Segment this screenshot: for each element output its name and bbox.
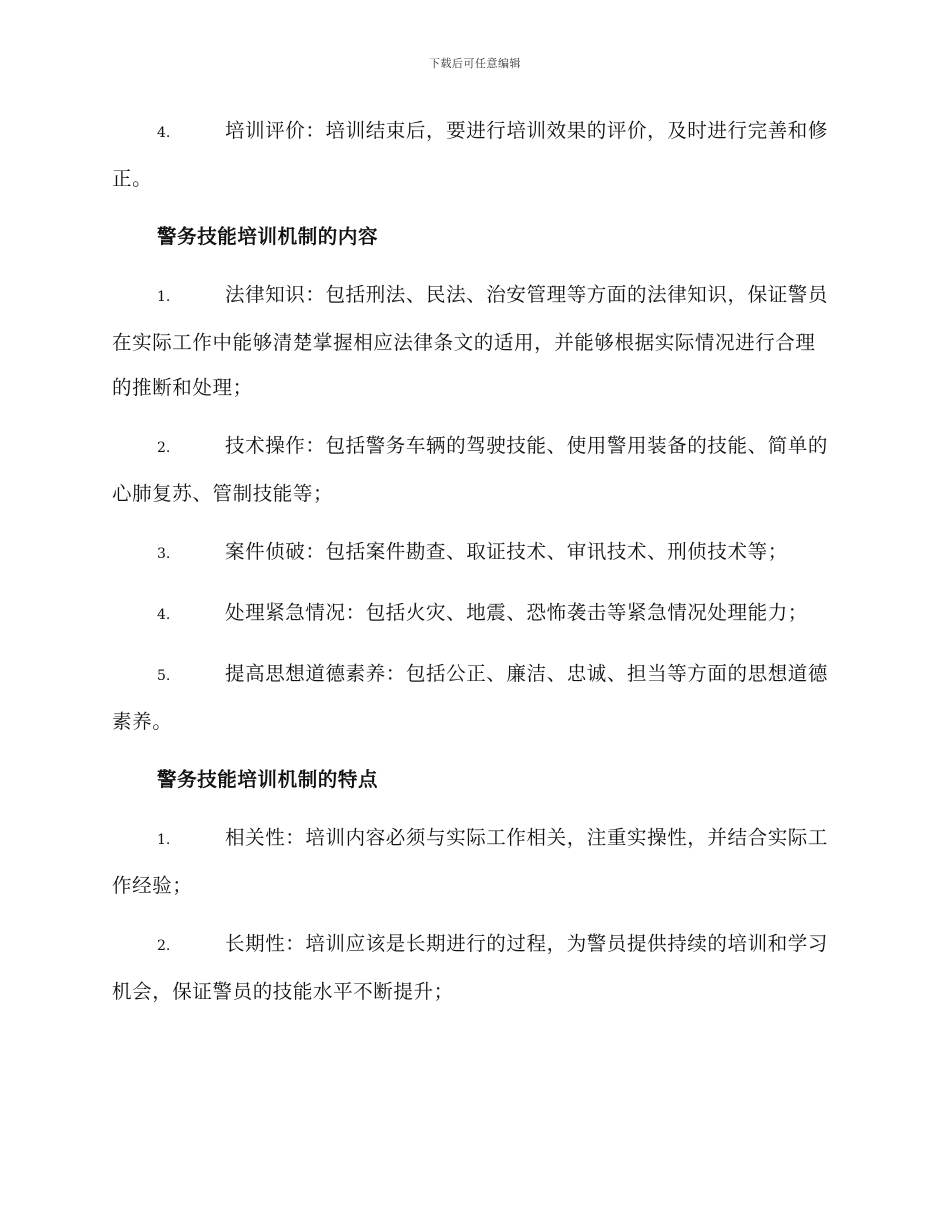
list-item-text: 处理紧急情况：包括火灾、地震、恐怖袭击等紧急情况处理能力； xyxy=(225,601,808,624)
list-item-text: 相关性：培训内容必须与实际工作相关，注重实操性，并结合实际工作经验； xyxy=(112,826,829,897)
section-heading-content: 警务技能培训机制的内容 xyxy=(157,225,379,248)
list-item-text: 技术操作：包括警务车辆的驾驶技能、使用警用装备的技能、简单的心肺复苏、管制技能等； xyxy=(112,434,829,505)
document-body xyxy=(112,108,834,1027)
list-item xyxy=(112,423,834,516)
list-item-text: 法律知识：包括刑法、民法、治安管理等方面的法律知识，保证警员在实际工作中能够清楚掌握相应法律条文的适用，并能够根据实际情况进行合理的推断和处理； xyxy=(112,283,829,399)
list-item-text: 提高思想道德素养：包括公正、廉洁、忠诚、担当等方面的思想道德素养。 xyxy=(112,662,829,733)
list-item-number: 1. xyxy=(157,289,171,305)
list-item xyxy=(112,590,834,638)
list-item-number: 2. xyxy=(157,938,171,954)
list-item-text: 培训评价：培训结束后，要进行培训效果的评价，及时进行完善和修正。 xyxy=(112,119,829,190)
list-item-number: 2. xyxy=(157,440,171,456)
list-item xyxy=(112,272,834,410)
list-item-number: 5. xyxy=(157,668,171,684)
list-item-number: 1. xyxy=(157,832,171,848)
list-item-number: 4. xyxy=(157,125,171,141)
list-item xyxy=(112,921,834,1014)
section-heading-features: 警务技能培训机制的特点 xyxy=(157,768,379,791)
list-item xyxy=(112,815,834,908)
list-item-number: 3. xyxy=(157,546,171,562)
page-header-note: 下载后可任意编辑 xyxy=(429,57,521,70)
list-item xyxy=(112,529,834,577)
list-item-text: 案件侦破：包括案件勘查、取证技术、审讯技术、刑侦技术等； xyxy=(225,540,788,563)
list-item-text: 长期性：培训应该是长期进行的过程，为警员提供持续的培训和学习机会，保证警员的技能水平不断提升； xyxy=(112,932,829,1003)
list-item xyxy=(112,108,834,201)
list-item-number: 4. xyxy=(157,607,171,623)
list-item xyxy=(112,651,834,744)
